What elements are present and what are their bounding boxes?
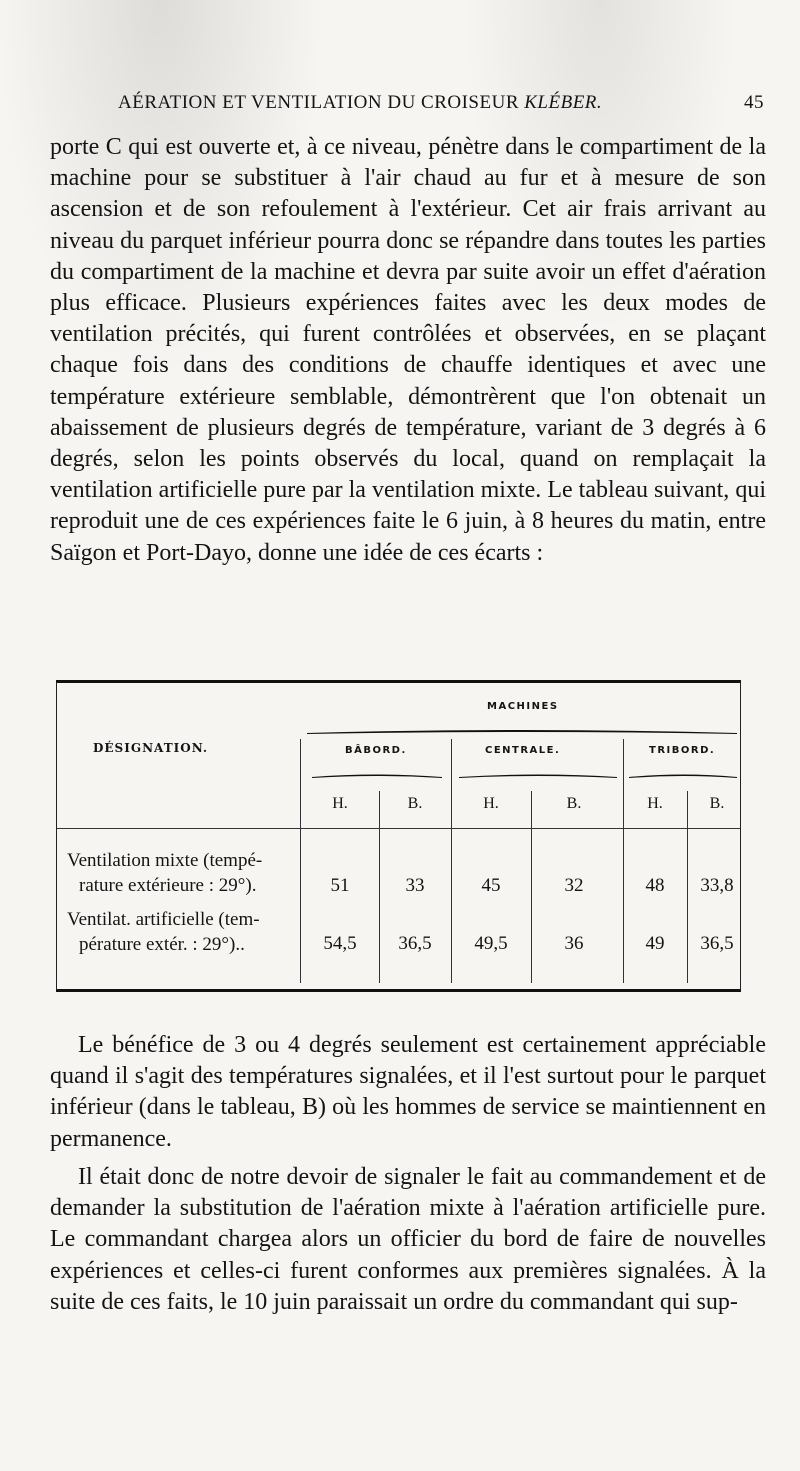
- centrale-brace: [459, 771, 617, 779]
- machines-brace: [307, 725, 737, 735]
- table-cell: 32: [564, 875, 584, 896]
- col-header-centrale-b: B.: [566, 795, 582, 812]
- table-cell: 49: [645, 933, 665, 954]
- ship-name: KLÉBER.: [524, 92, 603, 113]
- col-header-tribord-b: B.: [709, 795, 725, 812]
- page-number: 45: [744, 92, 764, 113]
- col-header-tribord-h: H.: [647, 795, 663, 812]
- table-cell: 36,5: [700, 933, 734, 954]
- table-cell: 54,5: [323, 933, 357, 954]
- table-row-label: Ventilation mixte (tempé- rature extérieure : 29°).: [67, 850, 263, 896]
- running-title: AÉRATION ET VENTILATION DU CROISEUR KLÉBER.: [118, 92, 603, 113]
- subgroup-babord: BÂBORD.: [345, 745, 407, 756]
- table-cell: 36: [564, 933, 584, 954]
- designation-header: DÉSIGNATION.: [93, 741, 209, 755]
- babord-brace: [312, 771, 442, 779]
- col-header-babord-b: B.: [407, 795, 423, 812]
- col-header-centrale-h: H.: [483, 795, 499, 812]
- col-header-babord-h: H.: [332, 795, 348, 812]
- paragraph-benefit: Le bénéfice de 3 ou 4 degrés seulement est certainement appréciable quand il s'agit des températures signalées, et il l'est surtout pour le parquet inférieur (dans le tableau, B) où les hommes de service se maintiennent en permanence.: [50, 1032, 766, 1152]
- machines-header: MACHINES: [487, 701, 559, 712]
- tribord-brace: [629, 771, 737, 779]
- subgroup-centrale: CENTRALE.: [485, 745, 561, 756]
- table-row-label: Ventilat. artificielle (tem- pérature extér. : 29°)..: [67, 909, 260, 955]
- table-cell: 51: [330, 875, 350, 896]
- paragraph-conclusion: Il était donc de notre devoir de signaler le fait au commandement et de demander la substitution de l'aération mixte à l'aération artificielle pure. Le commandant chargea alors un officier du bord de faire de nouvelles expériences et celles-ci furent conformes aux premières signalées. À la suite de ces faits, le 10 juin paraissait un ordre du commandant qui sup-: [50, 1164, 766, 1315]
- table-cell: 36,5: [398, 933, 432, 954]
- table-cell: 33,8: [700, 875, 734, 896]
- table-cell: 45: [481, 875, 501, 896]
- subgroup-tribord: TRIBORD.: [649, 745, 716, 756]
- running-header: [118, 92, 768, 122]
- table-cell: 49,5: [474, 933, 508, 954]
- table-cell: 48: [645, 875, 665, 896]
- paragraph-intro: porte C qui est ouverte et, à ce niveau, pénètre dans le compartiment de la machine pour se substituer à l'air chaud au fur et à mesure de son ascension et de son refoulement à l'extérieur. Cet air frais arrivant au niveau du parquet inférieur pourra donc se répandre dans toutes les parties du compartiment de la machine et devra par suite avoir un effet d'aération plus efficace. Plusieurs expériences faites avec les deux modes de ventilation précités, qui furent contrôlées et observées, en se plaçant chaque fois dans des conditions de chauffe identiques et avec une température extérieure semblable, démontrèrent que l'on obtenait un abaissement de plusieurs degrés de température, variant de 3 degrés à 6 degrés, selon les points observés du local, quand on remplaçait la ventilation artificielle pure par la ventilation mixte. Le tableau suivant, qui reproduit une de ces expériences faite le 6 juin, à 8 heures du matin, entre Saïgon et Port-Dayo, donne une idée de ces écarts :: [50, 134, 766, 566]
- table-cell: 33: [405, 875, 425, 896]
- temperature-table: [56, 680, 741, 992]
